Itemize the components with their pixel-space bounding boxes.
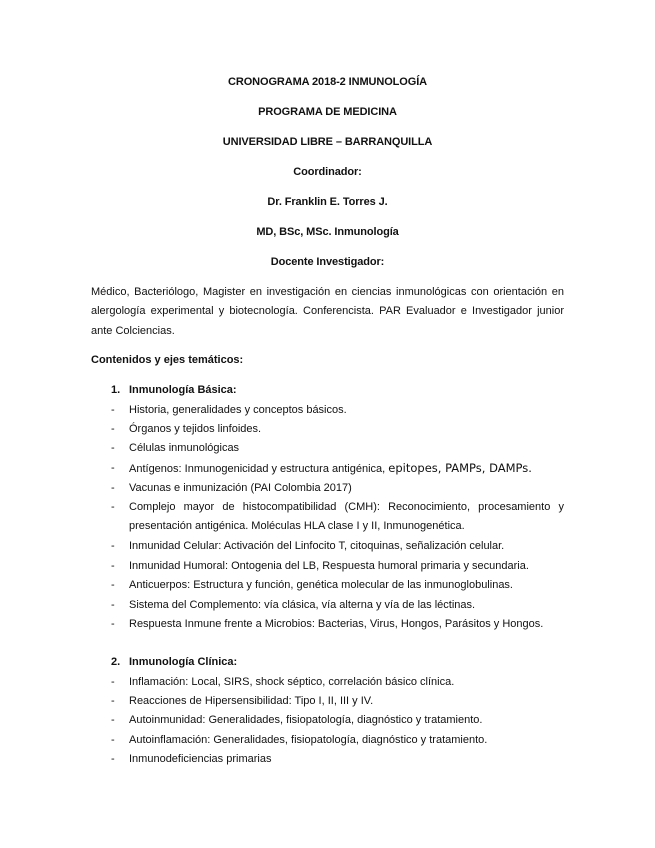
list-item	[111, 576, 564, 595]
list-item-text-main: Antígenos: Inmunogenicidad y estructura antigénica,	[129, 463, 389, 475]
bullet-dash: -	[111, 734, 115, 746]
section-title: Inmunología Básica:	[129, 384, 237, 396]
bullet-dash: -	[111, 404, 115, 416]
program-name: PROGRAMA DE MEDICINA	[258, 106, 397, 118]
section-heading	[111, 656, 237, 668]
bullet-dash: -	[111, 442, 115, 454]
list-item-text	[129, 459, 564, 479]
coordinator-name: Dr. Franklin E. Torres J.	[267, 196, 388, 208]
list-item-text: Órganos y tejidos linfoides.	[129, 423, 262, 435]
list-item-text: Respuesta Inmune frente a Microbios: Bacterias, Virus, Hongos, Parásitos y Hongos.	[129, 618, 544, 630]
list-item	[111, 498, 564, 537]
bullet-dash: -	[111, 695, 115, 707]
list-item-text-suffix: epitopes, PAMPs, DAMPs.	[388, 461, 532, 475]
role-label: Docente Investigador:	[270, 256, 385, 268]
list-item	[111, 420, 564, 439]
bullet-dash: -	[111, 753, 115, 765]
list-item-text: Inflamación: Local, SIRS, shock séptico, correlación básico clínica.	[129, 676, 455, 688]
list-item	[111, 479, 564, 498]
bullet-dash: -	[111, 560, 115, 572]
coordinator-credentials: MD, BSc, MSc. Inmunología	[256, 226, 399, 238]
list-item	[111, 557, 564, 576]
university-name: UNIVERSIDAD LIBRE – BARRANQUILLA	[222, 136, 433, 148]
bullet-dash: -	[111, 482, 115, 494]
section-heading	[111, 384, 237, 396]
list-item-text: Reacciones de Hipersensibilidad: Tipo I, II, III y IV.	[129, 695, 374, 707]
bullet-dash: -	[111, 579, 115, 591]
bullet-dash: -	[111, 423, 115, 435]
bullet-dash: -	[111, 618, 115, 630]
coordinator-label: Coordinador:	[293, 166, 362, 178]
list-item	[111, 731, 564, 750]
bullet-dash: -	[111, 501, 115, 513]
bullet-dash: -	[111, 462, 115, 474]
document-title: CRONOGRAMA 2018-2 INMUNOLOGÍA	[228, 76, 427, 88]
list-item	[111, 615, 564, 634]
list-item	[111, 537, 564, 556]
list-item-text: Autoinflamación: Generalidades, fisiopatología, diagnóstico y tratamiento.	[129, 734, 488, 746]
bullet-dash: -	[111, 599, 115, 611]
list-item	[111, 750, 564, 769]
list-item-text: Complejo mayor de histocompatibilidad (CMH): Reconocimiento, procesamiento y presentación antigénica. Moléculas HLA clase I y II, Inmunogenética.	[129, 501, 564, 533]
list-item	[111, 673, 564, 692]
list-item-text: Anticuerpos: Estructura y función, genética molecular de las inmunoglobulinas.	[129, 579, 513, 591]
bio-paragraph: Médico, Bacteriólogo, Magister en investigación en ciencias inmunológicas con orientación en alergología experimental y biotecnología. Conferencista. PAR Evaluador e Investigador junior ante Colciencias.	[91, 286, 564, 337]
list-item	[111, 596, 564, 615]
list-item-text: Sistema del Complemento: vía clásica, vía alterna y vía de las léctinas.	[129, 599, 476, 611]
list-item	[111, 401, 564, 420]
list-item	[111, 711, 564, 730]
bullet-dash: -	[111, 676, 115, 688]
list-item-text: Vacunas e inmunización (PAI Colombia 2017)	[129, 482, 352, 494]
bullet-dash: -	[111, 540, 115, 552]
list-item-text: Inmunidad Humoral: Ontogenia del LB, Respuesta humoral primaria y secundaria.	[129, 560, 529, 572]
list-item	[111, 692, 564, 711]
section-title: Inmunología Clínica:	[129, 656, 238, 668]
list-item	[111, 439, 564, 458]
list-item-text: Historia, generalidades y conceptos básicos.	[129, 404, 347, 416]
list-item-text: Células inmunológicas	[129, 442, 240, 454]
list-item-text: Inmunodeficiencias primarias	[129, 753, 272, 765]
bullet-dash: -	[111, 714, 115, 726]
list-item-text: Inmunidad Celular: Activación del Linfocito T, citoquinas, señalización celular.	[129, 540, 505, 552]
section-number: 1.	[111, 384, 121, 396]
section-number: 2.	[111, 656, 121, 668]
list-item-text: Autoinmunidad: Generalidades, fisiopatología, diagnóstico y tratamiento.	[129, 714, 483, 726]
contents-heading: Contenidos y ejes temáticos:	[91, 354, 244, 366]
list-item	[111, 459, 564, 479]
